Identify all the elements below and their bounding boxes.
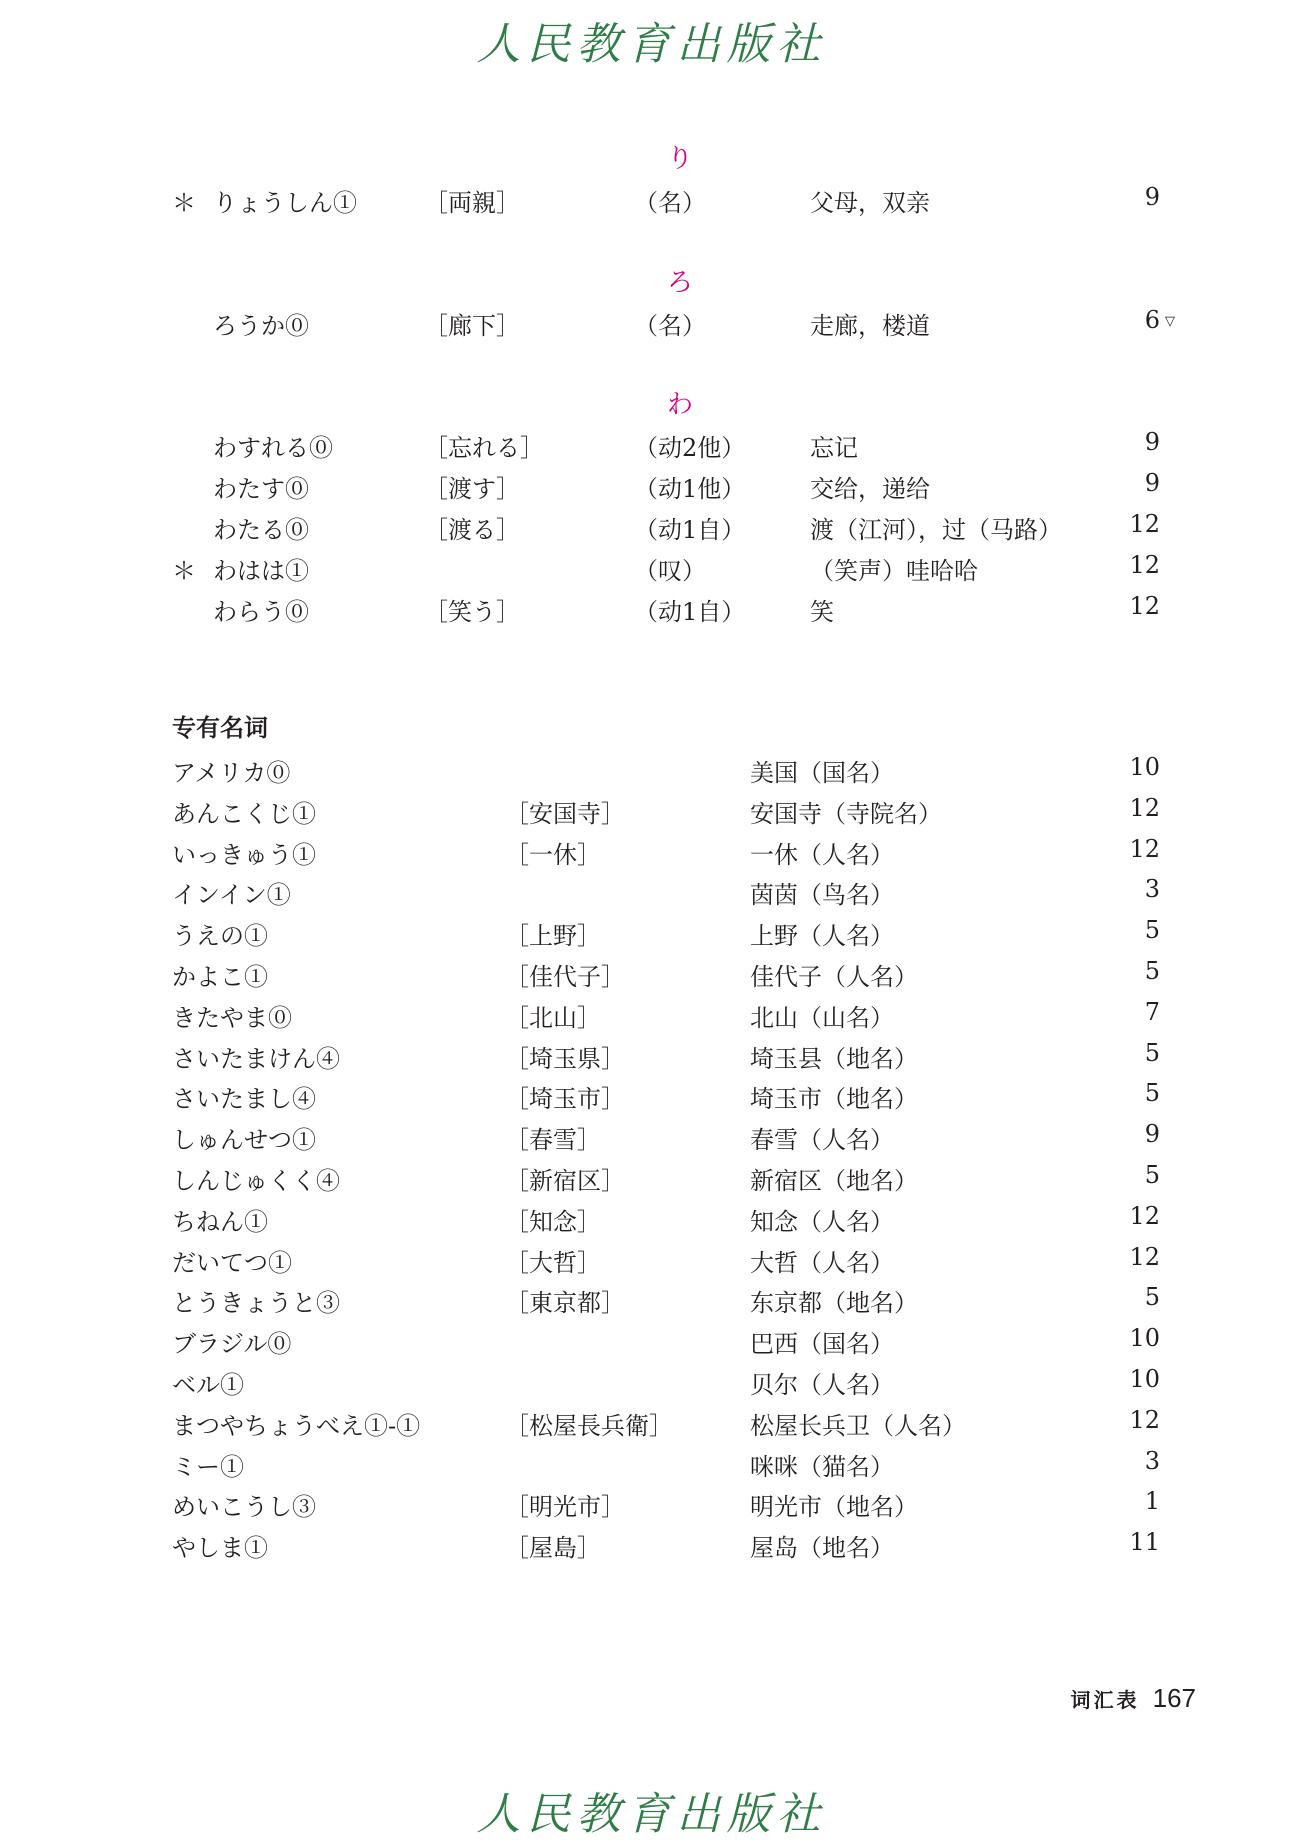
part-of-speech: （动2他） bbox=[634, 434, 746, 462]
word: やしま① bbox=[172, 1534, 268, 1562]
kanji: ［埼玉市］ bbox=[505, 1085, 625, 1113]
meaning: 明光市（地名） bbox=[750, 1493, 918, 1521]
lesson-number: 5 bbox=[1144, 1161, 1160, 1189]
word: ろうか⓪ bbox=[213, 312, 309, 340]
meaning: 父母，双亲 bbox=[810, 189, 930, 217]
proper-noun-row bbox=[0, 1406, 1303, 1446]
meaning: 忘记 bbox=[810, 434, 858, 462]
meaning: 新宿区（地名） bbox=[750, 1167, 918, 1195]
word: きたやま⓪ bbox=[172, 1004, 292, 1032]
lesson-number: 10 bbox=[1129, 1365, 1160, 1393]
word: わらう⓪ bbox=[213, 598, 309, 626]
word: インイン① bbox=[172, 881, 291, 909]
vocab-row bbox=[0, 428, 1303, 468]
lesson-number: 12 bbox=[1129, 1202, 1160, 1230]
kanji: ［上野］ bbox=[505, 922, 601, 950]
word: さいたまし④ bbox=[172, 1085, 316, 1113]
word: しんじゅくく④ bbox=[172, 1167, 340, 1195]
kanji: ［両親］ bbox=[424, 189, 520, 217]
kanji: ［埼玉県］ bbox=[505, 1045, 625, 1073]
proper-noun-row bbox=[0, 875, 1303, 915]
meaning: 茵茵（鸟名） bbox=[750, 881, 894, 909]
word: とうきょうと③ bbox=[172, 1289, 340, 1317]
meaning: 走廊，楼道 bbox=[810, 312, 930, 340]
word: わたす⓪ bbox=[213, 475, 309, 503]
lesson-number: 12 bbox=[1129, 835, 1160, 863]
meaning: 安国寺（寺院名） bbox=[750, 800, 942, 828]
lesson-number: 9 bbox=[1144, 183, 1160, 211]
part-of-speech: （动1自） bbox=[634, 598, 746, 626]
meaning: 大哲（人名） bbox=[750, 1249, 894, 1277]
proper-noun-row bbox=[0, 1079, 1303, 1119]
star-mark: ＊ bbox=[172, 557, 196, 585]
lesson-number: 12 bbox=[1129, 1243, 1160, 1271]
word: わたる⓪ bbox=[213, 516, 309, 544]
lesson-number: 11 bbox=[1129, 1528, 1160, 1556]
meaning: 咪咪（猫名） bbox=[750, 1453, 894, 1481]
page-number: 167 bbox=[1152, 1683, 1196, 1713]
lesson-number: 10 bbox=[1129, 753, 1160, 781]
lesson-number: 12 bbox=[1129, 510, 1160, 538]
meaning: 埼玉市（地名） bbox=[750, 1085, 918, 1113]
lesson-number: 12 bbox=[1129, 592, 1160, 620]
footer-label: 词汇表 bbox=[1070, 1688, 1140, 1712]
kanji: ［松屋長兵衛］ bbox=[505, 1412, 673, 1440]
meaning: 知念（人名） bbox=[750, 1208, 894, 1236]
lesson-number: 6 bbox=[1144, 306, 1160, 334]
proper-noun-row bbox=[0, 1202, 1303, 1242]
vocab-row bbox=[0, 551, 1303, 591]
word: かよこ① bbox=[172, 963, 268, 991]
kanji: ［忘れる］ bbox=[424, 434, 544, 462]
meaning: 屋岛（地名） bbox=[750, 1534, 894, 1562]
proper-noun-row bbox=[0, 1447, 1303, 1487]
lesson-number: 5 bbox=[1144, 957, 1160, 985]
kanji: ［一休］ bbox=[505, 841, 601, 869]
word: ちねん① bbox=[172, 1208, 268, 1236]
proper-noun-row bbox=[0, 1487, 1303, 1527]
lesson-number: 7 bbox=[1144, 998, 1160, 1026]
part-of-speech: （叹） bbox=[634, 557, 706, 585]
meaning: 上野（人名） bbox=[750, 922, 894, 950]
word: うえの① bbox=[172, 922, 268, 950]
lesson-number: 12 bbox=[1129, 1406, 1160, 1434]
meaning: 松屋长兵卫（人名） bbox=[750, 1412, 966, 1440]
word: ベル① bbox=[172, 1371, 244, 1399]
kanji: ［笑う］ bbox=[424, 598, 520, 626]
lesson-number: 9 bbox=[1144, 469, 1160, 497]
kanji: ［東京都］ bbox=[505, 1289, 625, 1317]
section-heading-ri: り bbox=[666, 144, 693, 174]
meaning: 东京都（地名） bbox=[750, 1289, 918, 1317]
meaning: 交给，递给 bbox=[810, 475, 930, 503]
lesson-number: 3 bbox=[1144, 875, 1160, 903]
kanji: ［安国寺］ bbox=[505, 800, 625, 828]
meaning: 巴西（国名） bbox=[750, 1330, 894, 1358]
proper-noun-row bbox=[0, 1324, 1303, 1364]
lesson-number: 9 bbox=[1144, 1120, 1160, 1148]
proper-noun-row bbox=[0, 1528, 1303, 1568]
meaning: 美国（国名） bbox=[750, 759, 894, 787]
meaning: 一休（人名） bbox=[750, 841, 894, 869]
kanji: ［春雪］ bbox=[505, 1126, 601, 1154]
word: まつやちょうべえ①-① bbox=[172, 1412, 421, 1440]
part-of-speech: （名） bbox=[634, 312, 706, 340]
word: いっきゅう① bbox=[172, 841, 316, 869]
word: ミー① bbox=[172, 1453, 244, 1481]
meaning: 春雪（人名） bbox=[750, 1126, 894, 1154]
lesson-number: 5 bbox=[1144, 916, 1160, 944]
meaning: 埼玉县（地名） bbox=[750, 1045, 918, 1073]
lesson-number: 9 bbox=[1144, 428, 1160, 456]
vocab-row bbox=[0, 510, 1303, 550]
publisher-logo-top: 人民教育出版社 bbox=[476, 19, 827, 70]
meaning: 笑 bbox=[810, 598, 834, 626]
vocab-row bbox=[0, 469, 1303, 509]
kanji: ［北山］ bbox=[505, 1004, 601, 1032]
word: ブラジル⓪ bbox=[172, 1330, 292, 1358]
proper-noun-row bbox=[0, 998, 1303, 1038]
word: わすれる⓪ bbox=[213, 434, 333, 462]
part-of-speech: （动1自） bbox=[634, 516, 746, 544]
publisher-logo-bottom: 人民教育出版社 bbox=[476, 1789, 827, 1840]
kanji: ［廊下］ bbox=[424, 312, 520, 340]
part-of-speech: （动1他） bbox=[634, 475, 746, 503]
word: だいてつ① bbox=[172, 1249, 292, 1277]
lesson-number: 5 bbox=[1144, 1039, 1160, 1067]
proper-noun-row bbox=[0, 1039, 1303, 1079]
vocab-row bbox=[0, 183, 1303, 223]
meaning: 贝尔（人名） bbox=[750, 1371, 894, 1399]
proper-noun-row bbox=[0, 1161, 1303, 1201]
proper-noun-row bbox=[0, 753, 1303, 793]
meaning: （笑声）哇哈哈 bbox=[810, 557, 978, 585]
triangle-mark-icon: ▽ bbox=[1165, 314, 1175, 329]
kanji: ［佳代子］ bbox=[505, 963, 625, 991]
lesson-number: 1 bbox=[1144, 1487, 1160, 1515]
proper-noun-row bbox=[0, 957, 1303, 997]
lesson-number: 12 bbox=[1129, 794, 1160, 822]
part-of-speech: （名） bbox=[634, 189, 706, 217]
meaning: 北山（山名） bbox=[750, 1004, 894, 1032]
kanji: ［渡る］ bbox=[424, 516, 520, 544]
kanji: ［新宿区］ bbox=[505, 1167, 625, 1195]
proper-nouns-title: 专有名词 bbox=[172, 714, 268, 742]
word: あんこくじ① bbox=[172, 800, 316, 828]
page-footer bbox=[1071, 1683, 1196, 1714]
kanji: ［大哲］ bbox=[505, 1249, 601, 1277]
word: アメリカ⓪ bbox=[172, 759, 291, 787]
word: りょうしん① bbox=[213, 189, 357, 217]
kanji: ［知念］ bbox=[505, 1208, 601, 1236]
section-heading-wa: わ bbox=[666, 390, 693, 420]
word: めいこうし③ bbox=[172, 1493, 316, 1521]
meaning: 渡（江河），过（马路） bbox=[810, 516, 1062, 544]
lesson-number: 5 bbox=[1144, 1079, 1160, 1107]
kanji: ［明光市］ bbox=[505, 1493, 625, 1521]
lesson-number: 3 bbox=[1144, 1447, 1160, 1475]
vocab-row bbox=[0, 306, 1303, 346]
proper-noun-row bbox=[0, 1365, 1303, 1405]
proper-noun-row bbox=[0, 835, 1303, 875]
word: さいたまけん④ bbox=[172, 1045, 340, 1073]
word: しゅんせつ① bbox=[172, 1126, 316, 1154]
proper-noun-row bbox=[0, 1243, 1303, 1283]
lesson-number: 12 bbox=[1129, 551, 1160, 579]
meaning: 佳代子（人名） bbox=[750, 963, 918, 991]
vocab-row bbox=[0, 592, 1303, 632]
lesson-number: 10 bbox=[1129, 1324, 1160, 1352]
lesson-number: 5 bbox=[1144, 1283, 1160, 1311]
kanji: ［屋島］ bbox=[505, 1534, 601, 1562]
section-heading-ro: ろ bbox=[666, 268, 693, 298]
kanji: ［渡す］ bbox=[424, 475, 520, 503]
proper-noun-row bbox=[0, 916, 1303, 956]
proper-noun-row bbox=[0, 794, 1303, 834]
word: わはは① bbox=[213, 557, 309, 585]
proper-noun-row bbox=[0, 1283, 1303, 1323]
star-mark: ＊ bbox=[172, 189, 196, 217]
proper-noun-row bbox=[0, 1120, 1303, 1160]
